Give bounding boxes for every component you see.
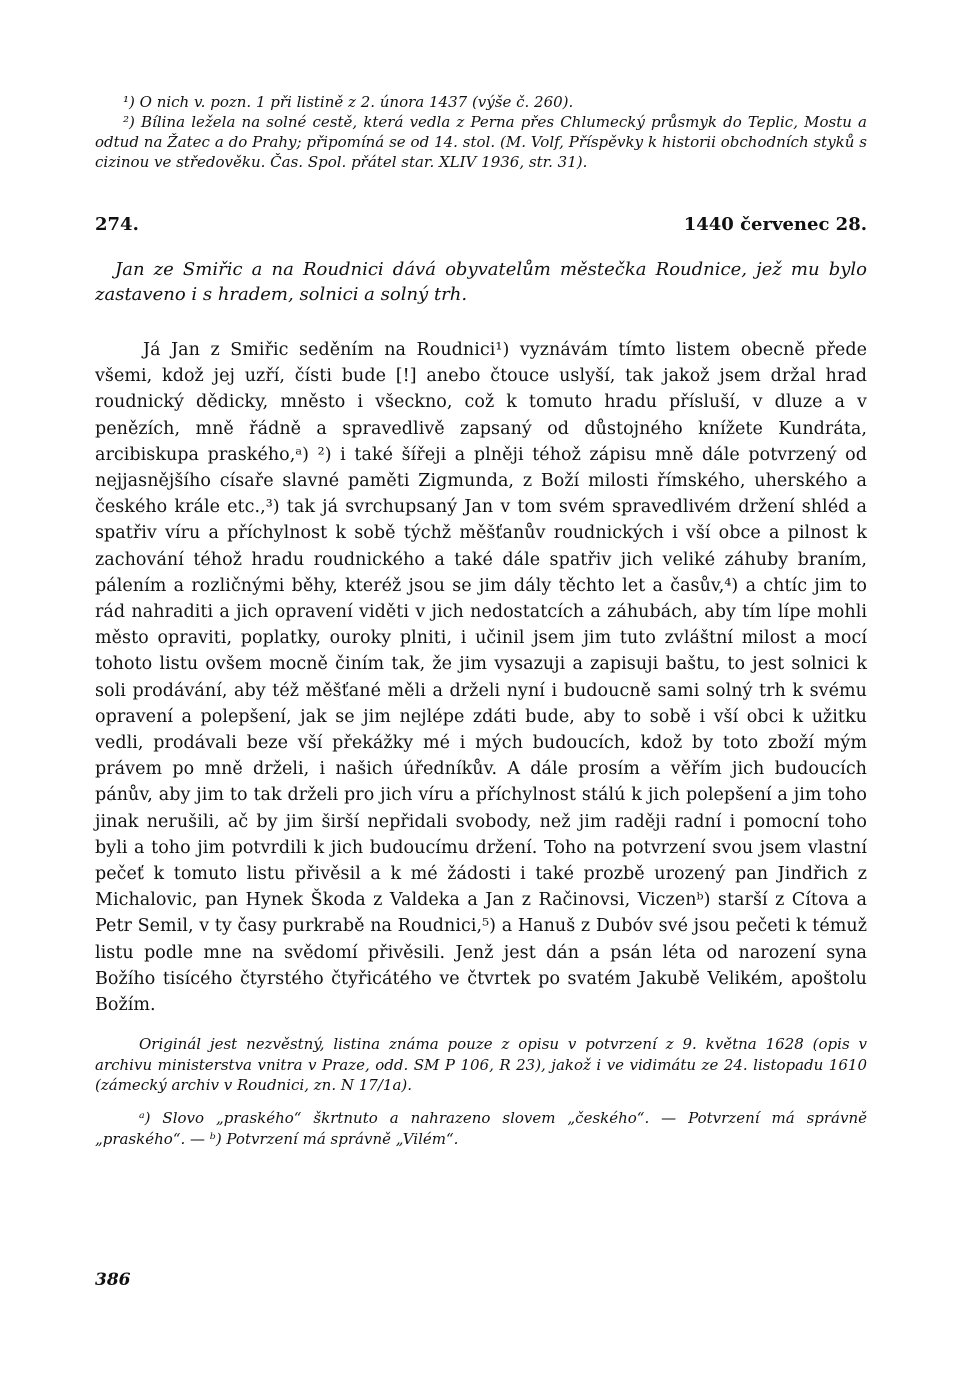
text-critical-notes: ᵃ) Slovo „praského“ škrtnuto a nahrazeno slovem „českého“. — Potvrzení má správně „praského“. — ᵇ) Potvrzení má správně „Vilém“. [95,1108,867,1148]
regest: Jan ze Smiřic a na Roudnici dává obyvatelům městečka Roudnice, jež mu bylo zastaveno i s hradem, solnici a solný trh. [95,259,867,305]
page-number: 386 [95,1270,131,1290]
document-header [95,214,867,235]
document-body: Já Jan z Smiřic seděním na Roudnici¹) vyznávám tímto listem obecně přede všemi, kdož jej uzří, čísti bude [!] anebo čtouce uslyší, tak jakož jsem držal hrad roudnický dědicky, mněsto i všeckno, což k tomuto hradu přísluší, v dluze a v penězích, mně řádně a spravedlivě zapsaný od důstojného knížete Kundráta, arcibiskupa praského,ᵃ) ²) i také šířeji a plněji téhož zápisu mně dále potvrzený od nejjasnějšího císaře slavné paměti Zigmunda, z Boží milosti římského, uherského a českého krále etc.,³) tak já svrchupsaný Jan v tom svém spravedlivém držení shléd a spatřiv víru a příchylnost k sobě týchž měšťanův roudnických i vší obce a pilnost k zachování téhož hradu roudnického a také dále spatřiv jich veliké záhuby braním, pálením a rozličnými běhy, kteréž jsou se jim dály těchto let a časův,⁴) a chtíc jim to rád nahraditi a jich opravení viděti v jich nedostatcích a záhubách, aby tím lípe mohli město opraviti, poplatky, ouroky plniti, i učinil jsem jim tuto zvláštní milost a mocí tohoto listu ovšem mocně činím tak, že jim vysazuji a zapisuji baštu, to jest solnici k soli prodávání, aby též měšťané měli a drželi nyní i budoucně sami solný trh k svému opravení a polepšení, jak se jim nejlépe zdáti bude, aby to sobě i vší obci k užitku vedli, prodávali beze vší překážky mé i mých budoucích, kdož by toto zboží mým právem po mně drželi, i našich úředníkův. A dále prosím a věřím jich budoucích pánův, aby jim to tak drželi pro jich víru a příchylnost stálú k jich polepšení a jim toho jinak nerušili, ač by jim širší nepřidali svobody, než jim raději radní i pomocní toho byli a toho jim potvrdili k jich budoucímu držení. Toho na potvrzení svou jsem vlastní pečeť k tomuto listu přivěsil a k mé žádosti i také prozbě urozený pan Jindřich z Michalovic, pan Hynek Škoda z Valdeka a Jan z Račinovsi, Viczenᵇ) starší z Cítova a Petr Semil, v ty časy purkrabě na Roudnici,⁵) a Hanuš z Dubóv své jsou pečeti k témuž listu podle mne na svědomí přivěsili. Jenž jest dán a psán léta od narození syna Božího tisícého čtyrstého čtyřicátého ve čtvrtek po svatém Jakubě Velikém, apoštolu Božím. [95,340,867,1016]
footnote-1: ¹) O nich v. pozn. 1 při listině z 2. února 1437 (výše č. 260). [123,93,574,111]
top-footnotes [95,92,867,172]
source-note: Originál jest nezvěstný, listina známa pouze z opisu v potvrzení z 9. května 1628 (opis v archivu ministerstva vnitra v Praze, odd. SM P 106, R 23), jakož i ve vidimátu ze 24. listopadu 1610 (zámecký archiv v Roudnici, zn. N 17/1a). [95,1035,867,1095]
page-content [95,92,867,1150]
document-date: 1440 červenec 28. [683,214,867,235]
footnote-2: ²) Bílina ležela na solné cestě, která vedla z Perna přes Chlumecký průsmyk do Teplic, Mostu a odtud na Žatec a do Prahy; připomíná se od 14. stol. (M. Volf, Příspěvky k historii obchodních styků s cizinou ve středověku. Čas. Spol. přátel star. XLIV 1936, str. 31). [95,113,867,171]
document-number: 274. [95,214,139,235]
